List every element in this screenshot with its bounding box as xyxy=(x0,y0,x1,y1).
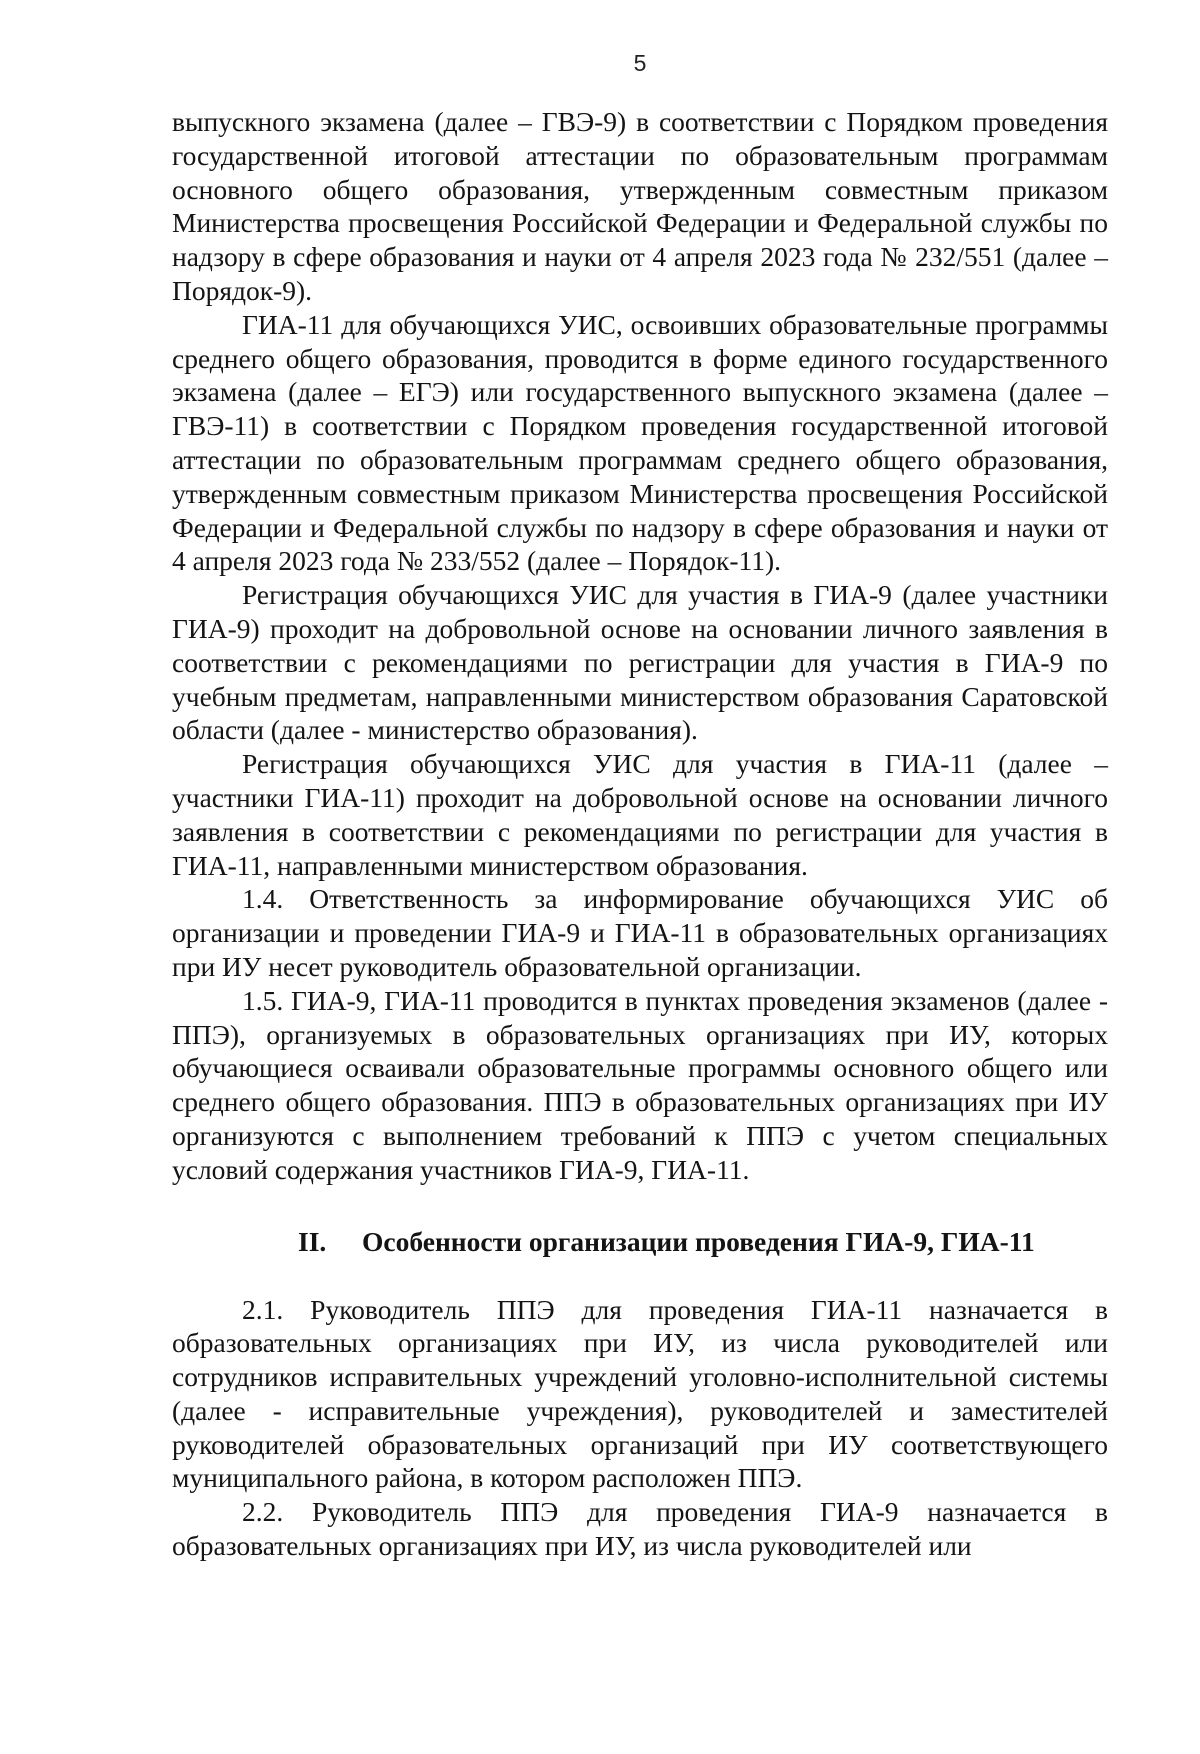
paragraph-2-1: 2.1. Руководитель ППЭ для проведения ГИА-11 назначается в образовательных организациях при ИУ, из числа руководителей или сотрудников исправительных учреждений уголовно-исполнительной системы (далее - исправительные учреждения), руководителей и заместителей руководителей образовательных организаций при ИУ соответствующего муниципального района, в котором расположен ППЭ. xyxy=(172,1293,1108,1494)
paragraph-gia11-form: ГИА-11 для обучающихся УИС, освоивших образовательные программы среднего общего образования, проводится в форме единого государственного экзамена (далее – ЕГЭ) или государственного выпускного экзамена (далее – ГВЭ-11) в соответствии с Порядком проведения государственной итоговой аттестации по образовательным программам среднего общего образования, утвержденным совместным приказом Министерства просвещения Российской Федерации и Федеральной службы по надзору в сфере образования и науки от 4 апреля 2023 года № 233/552 (далее – Порядок-11). xyxy=(172,308,1108,577)
section-heading xyxy=(172,1225,1108,1259)
paragraph-gve9-continuation: выпускного экзамена (далее – ГВЭ-9) в соответствии с Порядком проведения государственной итоговой аттестации по образовательным программам основного общего образования, утвержденным совместным приказом Министерства просвещения Российской Федерации и Федеральной службы по надзору в сфере образования и науки от 4 апреля 2023 года № 232/551 (далее – Порядок-9). xyxy=(172,106,1108,306)
paragraph-registration-gia9: Регистрация обучающихся УИС для участия в ГИА-9 (далее участники ГИА-9) проходит на добровольной основе на основании личного заявления в соответствии с рекомендациями по регистрации для участия в ГИА-9 по учебным предметам, направленными министерством образования Саратовской области (далее - министерство образования). xyxy=(172,579,1108,746)
paragraph-1-4: 1.4. Ответственность за информирование обучающихся УИС об организации и проведении ГИА-9 и ГИА-11 в образовательных организациях при ИУ несет руководитель образовательной организации. xyxy=(172,883,1108,982)
section-number: II. xyxy=(298,1225,327,1257)
paragraph-1-5: 1.5. ГИА-9, ГИА-11 проводится в пунктах проведения экзаменов (далее - ППЭ), организуемых в образовательных организациях при ИУ, которых обучающиеся осваивали образовательные программы основного общего или среднего общего образования. ППЭ в образовательных организациях при ИУ организуются с выполнением требований к ППЭ с учетом специальных условий содержания участников ГИА-9, ГИА-11. xyxy=(172,984,1108,1185)
page-number: 5 xyxy=(633,50,647,76)
section-title: Особенности организации проведения ГИА-9, ГИА-11 xyxy=(362,1225,1035,1257)
paragraph-2-2: 2.2. Руководитель ППЭ для проведения ГИА-9 назначается в образовательных организациях при ИУ, из числа руководителей или xyxy=(172,1496,1108,1562)
paragraph-registration-gia11: Регистрация обучающихся УИС для участия в ГИА-11 (далее – участники ГИА-11) проходит на добровольной основе на основании личного заявления в соответствии с рекомендациями по регистрации для участия в ГИА-11, направленными министерством образования. xyxy=(172,748,1108,881)
document-body xyxy=(172,105,1108,1563)
